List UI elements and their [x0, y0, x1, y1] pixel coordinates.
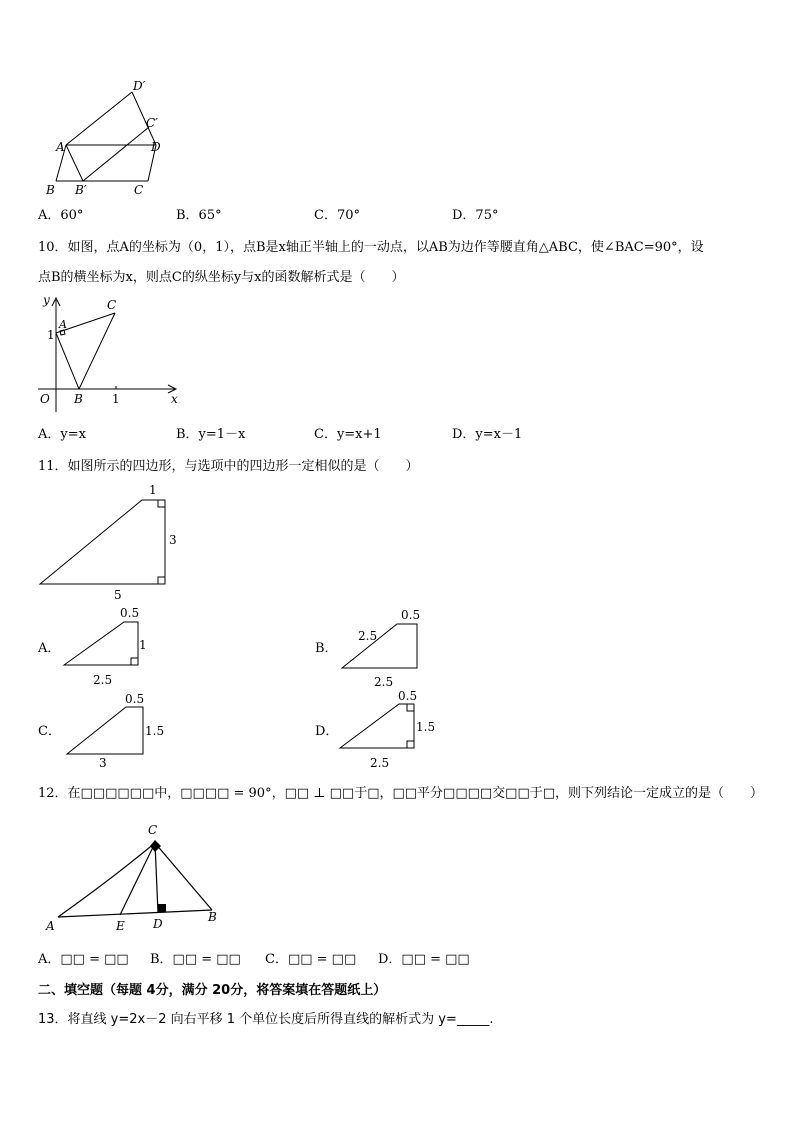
q12-label-d: D: [153, 917, 163, 931]
q9-label-c-prime: C′: [146, 116, 158, 130]
q10-label-one-y: 1: [47, 328, 55, 342]
q13-text: 13．将直线 y=2x－2 向右平移 1 个单位长度后所得直线的解析式为 y=_____.: [38, 1012, 494, 1027]
q10-stem-line1: 10．如图，点A的坐标为（0，1），点B是x轴正半轴上的一动点，以AB为边作等腰直角△ABC，使∠BAC=90°，设: [38, 240, 704, 255]
q11-b-slant: 2.5: [358, 629, 378, 643]
q9-label-d-prime: D′: [133, 79, 146, 93]
q11-option-b[interactable]: B．: [315, 641, 338, 656]
q11-b-bottom: 2.5: [374, 675, 394, 689]
q12-option-c[interactable]: C．□□ = □□: [265, 952, 357, 967]
q11-c-right: 1.5: [145, 724, 165, 738]
q11-main-bottom: 5: [114, 588, 122, 602]
q11-b-top: 0.5: [401, 608, 421, 622]
section2-title: 二、填空题（每题 4分，满分 20分，将答案填在答题纸上）: [38, 983, 387, 998]
q10-option-c[interactable]: C．y=x+1: [314, 427, 382, 442]
q12-label-a: A: [46, 919, 55, 933]
q12-stem: 12．在□□□□□□中，□□□□ = 90°，□□ ⊥ □□于□，□□平分□□□□交□□于□，则下列结论一定成立的是（ ）: [38, 786, 764, 801]
q10-option-a[interactable]: A．y=x: [38, 427, 86, 442]
q9-option-c[interactable]: C．70°: [314, 208, 360, 223]
q9-option-b[interactable]: B．65°: [176, 208, 222, 223]
q12-label-b: B: [208, 910, 217, 924]
q9-label-b: B: [46, 183, 55, 197]
q12-option-b[interactable]: B．□□ = □□: [150, 952, 241, 967]
q10-stem-line2: 点B的横坐标为x，则点C的纵坐标y与x的函数解析式是（ ）: [38, 270, 405, 285]
q11-main-top: 1: [149, 483, 157, 497]
q12-label-e: E: [116, 919, 125, 933]
q11-c-top: 0.5: [125, 692, 145, 706]
q9-option-d[interactable]: D．75°: [452, 208, 499, 223]
q9-label-d: D: [151, 140, 161, 154]
q11-option-a[interactable]: A．: [38, 641, 61, 656]
q11-option-c[interactable]: C．: [38, 724, 61, 739]
q10-label-o: O: [40, 392, 50, 406]
q10-label-b: B: [74, 392, 83, 406]
q12-label-c: C: [148, 823, 158, 837]
q10-option-b[interactable]: B．y=1－x: [176, 427, 246, 442]
q10-label-one-x: 1: [112, 392, 120, 406]
q9-label-b-prime: B′: [75, 183, 87, 197]
q11-a-right: 1: [139, 638, 147, 652]
q10-label-y: y: [43, 293, 50, 307]
q11-c-bottom: 3: [99, 756, 107, 770]
q10-label-a: A: [59, 318, 67, 331]
q9-option-a[interactable]: A．60°: [38, 208, 84, 223]
q12-option-a[interactable]: A．□□ = □□: [38, 952, 129, 967]
q10-option-d[interactable]: D．y=x－1: [452, 427, 523, 442]
q10-label-x: x: [171, 392, 178, 406]
q11-d-top: 0.5: [398, 689, 418, 703]
q11-a-top: 0.5: [120, 606, 140, 620]
q11-d-right: 1.5: [416, 720, 436, 734]
q11-d-bottom: 2.5: [370, 756, 390, 770]
q9-label-a: A: [56, 140, 65, 154]
q10-label-c: C: [107, 298, 117, 312]
q11-option-d[interactable]: D．: [315, 724, 339, 739]
q11-main-right: 3: [169, 533, 177, 547]
q11-a-bottom: 2.5: [93, 673, 113, 687]
q12-option-d[interactable]: D．□□ = □□: [378, 952, 470, 967]
q9-label-c: C: [134, 183, 144, 197]
q11-stem: 11．如图所示的四边形，与选项中的四边形一定相似的是（ ）: [38, 459, 419, 474]
